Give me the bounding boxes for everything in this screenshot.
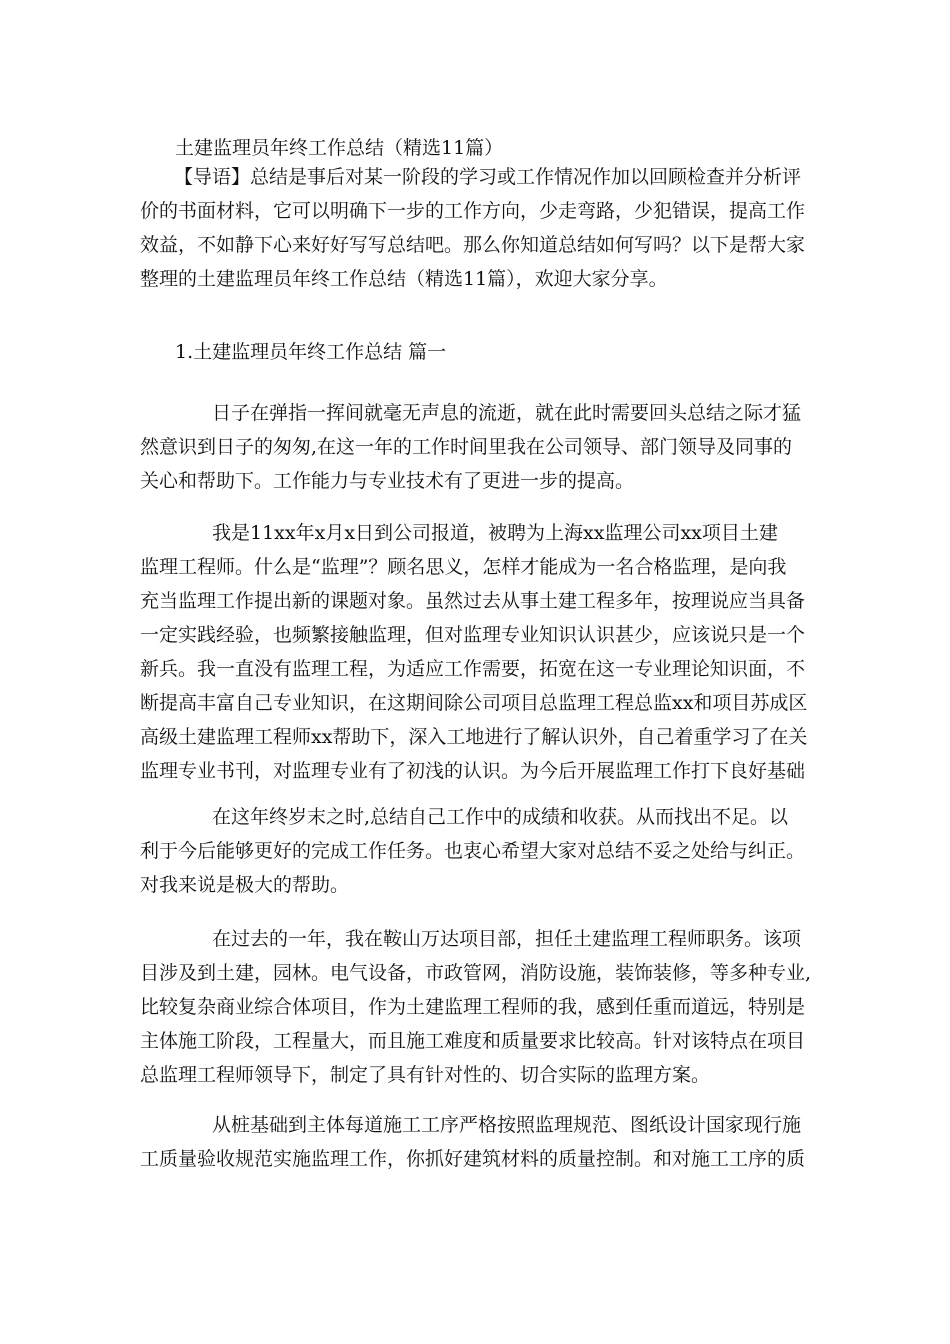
paragraph-line: 然意识到日子的匆匆,在这一年的工作时间里我在公司领导、部门领导及同事的	[140, 436, 793, 458]
paragraph-line: 我是11xx年x月x日到公司报道，被聘为上海xx监理公司xx项目土建	[212, 522, 778, 544]
paragraph-line: 一定实践经验，也频繁接触监理，但对监理专业知识认识甚少，应该说只是一个	[140, 624, 806, 646]
paragraph-line: 从桩基础到主体每道施工工序严格按照监理规范、图纸设计国家现行施	[212, 1114, 802, 1136]
paragraph-line: 日子在弹指一挥间就毫无声息的流逝，就在此时需要回头总结之际才猛	[212, 402, 802, 424]
document-title: 土建监理员年终工作总结（精选11篇）	[175, 137, 504, 159]
paragraph-line: 高级土建监理工程师xx帮助下，深入工地进行了解认识外，自己着重学习了在关	[140, 726, 808, 748]
intro-line: 整理的土建监理员年终工作总结（精选11篇），欢迎大家分享。	[140, 268, 668, 290]
paragraph-line: 充当监理工作提出新的课题对象。虽然过去从事土建工程多年，按理说应当具备	[140, 590, 806, 612]
paragraph-line: 关心和帮助下。工作能力与专业技术有了更进一步的提高。	[140, 470, 635, 492]
paragraph-line: 断提高丰富自己专业知识，在这期间除公司项目总监理工程总监xx和项目苏成区	[140, 692, 808, 714]
body-paragraph-2	[140, 516, 820, 788]
paragraph-line: 工质量验收规范实施监理工作，你抓好建筑材料的质量控制。和对施工工序的质	[140, 1148, 806, 1170]
paragraph-line: 在过去的一年，我在鞍山万达项目部，担任土建监理工程师职务。该项	[212, 928, 802, 950]
intro-line: 价的书面材料，它可以明确下一步的工作方向，少走弯路，少犯错误，提高工作	[140, 200, 806, 222]
paragraph-line: 新兵。我一直没有监理工程，为适应工作需要，拓宽在这一专业理论知识面，不	[140, 658, 806, 680]
paragraph-line: 目涉及到土建，园林。电气设备，市政管网，消防设施，装饰装修，等多种专业,	[140, 962, 812, 984]
section-heading: 1.土建监理员年终工作总结 篇一	[175, 341, 447, 363]
paragraph-line: 利于今后能够更好的完成工作任务。也衷心希望大家对总结不妥之处给与纠正。	[140, 840, 806, 862]
paragraph-line: 在这年终岁末之时,总结自己工作中的成绩和收获。从而找出不足。以	[212, 806, 789, 828]
paragraph-line: 对我来说是极大的帮助。	[140, 874, 350, 896]
body-paragraph-3	[140, 800, 820, 902]
paragraph-line: 监理工程师。什么是“监理”？顾名思义，怎样才能成为一名合格监理，是向我	[140, 556, 787, 578]
body-paragraph-5	[140, 1108, 820, 1176]
paragraph-line: 比较复杂商业综合体项目，作为土建监理工程师的我，感到任重而道远，特别是	[140, 996, 806, 1018]
intro-line: 效益，不如静下心来好好写写总结吧。那么你知道总结如何写吗？以下是帮大家	[140, 234, 806, 256]
body-paragraph-4	[140, 922, 820, 1092]
body-paragraph-1	[140, 396, 820, 498]
intro-line: 【导语】总结是事后对某一阶段的学习或工作情况作加以回顾检查并分析评	[174, 166, 802, 188]
paragraph-line: 总监理工程师领导下，制定了具有针对性的、切合实际的监理方案。	[140, 1064, 711, 1086]
paragraph-line: 监理专业书刊，对监理专业有了初浅的认识。为今后开展监理工作打下良好基础	[140, 760, 806, 782]
intro-paragraph	[140, 160, 820, 296]
paragraph-line: 主体施工阶段，工程量大，而且施工难度和质量要求比较高。针对该特点在项目	[140, 1030, 806, 1052]
